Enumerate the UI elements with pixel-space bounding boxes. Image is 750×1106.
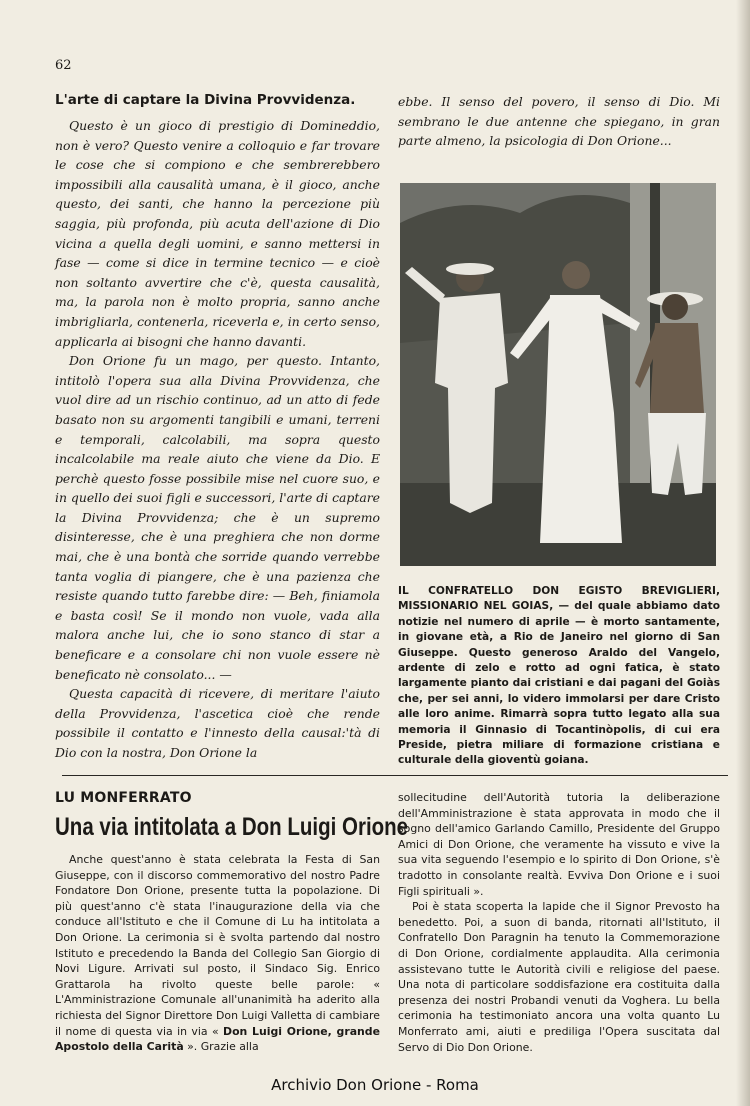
- caption-lead: IL CONFRATELLO DON EGISTO BREVIGLIERI, MISSIONARIO NEL GOIAS,: [398, 585, 720, 613]
- page-number: 62: [55, 58, 72, 73]
- article-body: [55, 852, 380, 1055]
- article-paragraph: Questo è un gioco di prestigio di Domineddio, non è vero? Questo venire a colloquio e far trovare le cose che si compiono e che sembrerebbero impossibili alla causalità umana, è il gioco, anche questo, dei santi, che hanno la percezione più saggia, più profonda, più acuta dell'azione di Dio vicina a quella degli uomini, e sanno mettersi in fase — come si dice in termine tecnico — e cioè non soltanto avvertire che c'è, questa causalità, ma, la parola non è molto propria, sanno anche imbrigliarla, contenerla, riceverla e, in certo senso, applicarla ai bisogni che hanno davanti.: [55, 118, 380, 349]
- article-kicker: LU MONFERRATO: [55, 790, 192, 806]
- archive-footer: Archivio Don Orione - Roma: [271, 1076, 479, 1094]
- bottom-article-right-column: [398, 790, 720, 1055]
- article-title: L'arte di captare la Divina Provvidenza.: [55, 92, 356, 108]
- photo-illustration: [400, 183, 716, 566]
- article-body: [55, 116, 380, 763]
- article-paragraph: Questa capacità di ricevere, di meritare l'aiuto della Provvidenza, l'ascetica cioè che rende possibile il contatto e l'innesto della causal:'tà di Dio con la nostra, Don Orione la: [55, 686, 380, 760]
- article-paragraph: [55, 852, 380, 1055]
- section-divider: [62, 775, 728, 776]
- top-article-left-column: [55, 92, 380, 763]
- article-paragraph: sollecitudine dell'Autorità tutoria la deliberazione dell'Amministrazione è stata approvata in modo che il sogno dell'amico Garlando Camillo, Presidente del Gruppo Amici di Don Orione, che veramente ha vissuto e vive la sua vita seguendo l'esempio e lo spirito di Don Orione, s'è tradotto in consolante realtà. Evviva Don Orione e i suoi Figli spirituali ».: [398, 791, 720, 898]
- article-bold-text: Don Luigi Orione, grande Apostolo della Carità: [55, 1024, 380, 1054]
- photo-caption: [398, 584, 720, 769]
- photograph-three-men-image: [400, 183, 716, 566]
- article-paragraph: Poi è stata scoperta la lapide che il Signor Prevosto ha benedetto. Poi, a suon di banda, ritornati all'Istituto, il Confratello Don Paragnin ha tenuto la Commemorazione di Don Orione, cordialmente applaudita. Alla cerimonia assistevano tutte le Autorità civili e religiose del paese. Una nota di particolare soddisfazione era costituita dalla presenza dei nostri Probandi venuti da Voghera. Lu bella cerimonia ha testimoniato ancora una volta quanto Lu Monferrato ami, aiuti e prediliga l'Opera suscitata dal Servo di Dio Don Orione.: [398, 900, 720, 1054]
- bottom-article-left-column: [55, 790, 409, 1055]
- page-edge-shadow: [736, 0, 750, 1106]
- article-paragraph-tail: ». Grazie alla: [183, 1040, 259, 1054]
- article-paragraph: Don Orione fu un mago, per questo. Intanto, intitolò l'opera sua alla Divina Provvidenza, che vuol dire ad un rischio continuo, ad un atto di fede basato non su argomenti tangibili e umani, terreni e temporali, calcolabili, ma sopra questo incalcolabile ma reale aiuto che viene da Dio. E perchè questo fosse possibile mise nel cuore suo, e in quello dei suoi figli e successori, l'arte di captare la Divina Provvidenza; che è un supremo disinteresse, che è una preghiera che non dorme mai, che è una bontà che sorride quando verrebbe tanta voglia di piangere, che è una pazienza che resiste quando tutto farebbe dire: — Beh, finiamola e basta così! Se il mondo non vuole, vada alla malora anche lui, che io sono stanco di star a beneficare e a consolare chi non vuole essere nè beneficato nè consolato... —: [55, 353, 380, 682]
- caption-text: — del quale abbiamo dato notizie nel numero di aprile — è morto santamente, in giovane età, a Rio de Janeiro nel giorno di San Giuseppe. Questo generoso Araldo del Vangelo, ardente di zelo e rotto ad ogni fatica, è stato largamente pianto dai cristiani e dai pagani del Goiàs che, per sei anni, lo videro immolarsi per dare Cristo alle loro anime. Rimarrà sopra tutto legato alla sua memoria il Ginnasio di Tocantinòpolis, di cui era Preside, pietra miliare di formazione cristiana e culturale della gioventù goiana.: [398, 600, 720, 767]
- article-continuation-paragraph: ebbe. Il senso del povero, il senso di Dio. Mi sembrano le due antenne che spiegano, in gran parte almeno, la psicologia di Don Orione...: [398, 94, 720, 149]
- article-headline: Una via intitolata a Don Luigi Orione: [55, 813, 409, 841]
- article-paragraph-text: Anche quest'anno è stata celebrata la Festa di San Giuseppe, con il discorso commemorativo del nostro Padre Fondatore Don Orione, presente tutta la popolazione. Di più quest'anno c'è stata l'inaugurazione della via che conduce all'Istituto e che il Comune di Lu ha intitolata a Don Orione. La cerimonia si è svolta partendo dal nostro Istituto e precedendo la Banda del Collegio San Giorgio di Novi Ligure. Arrivati sul posto, il Sindaco Sig. Enrico Grattarola ha rivolto queste belle parole: « L'Amministrazione Comunale all'unanimità ha aderito alla richiesta del Signor Direttore Don Luigi Valletta di cambiare il nome di questa via in via «: [55, 853, 380, 1038]
- top-article-continuation: [398, 92, 720, 151]
